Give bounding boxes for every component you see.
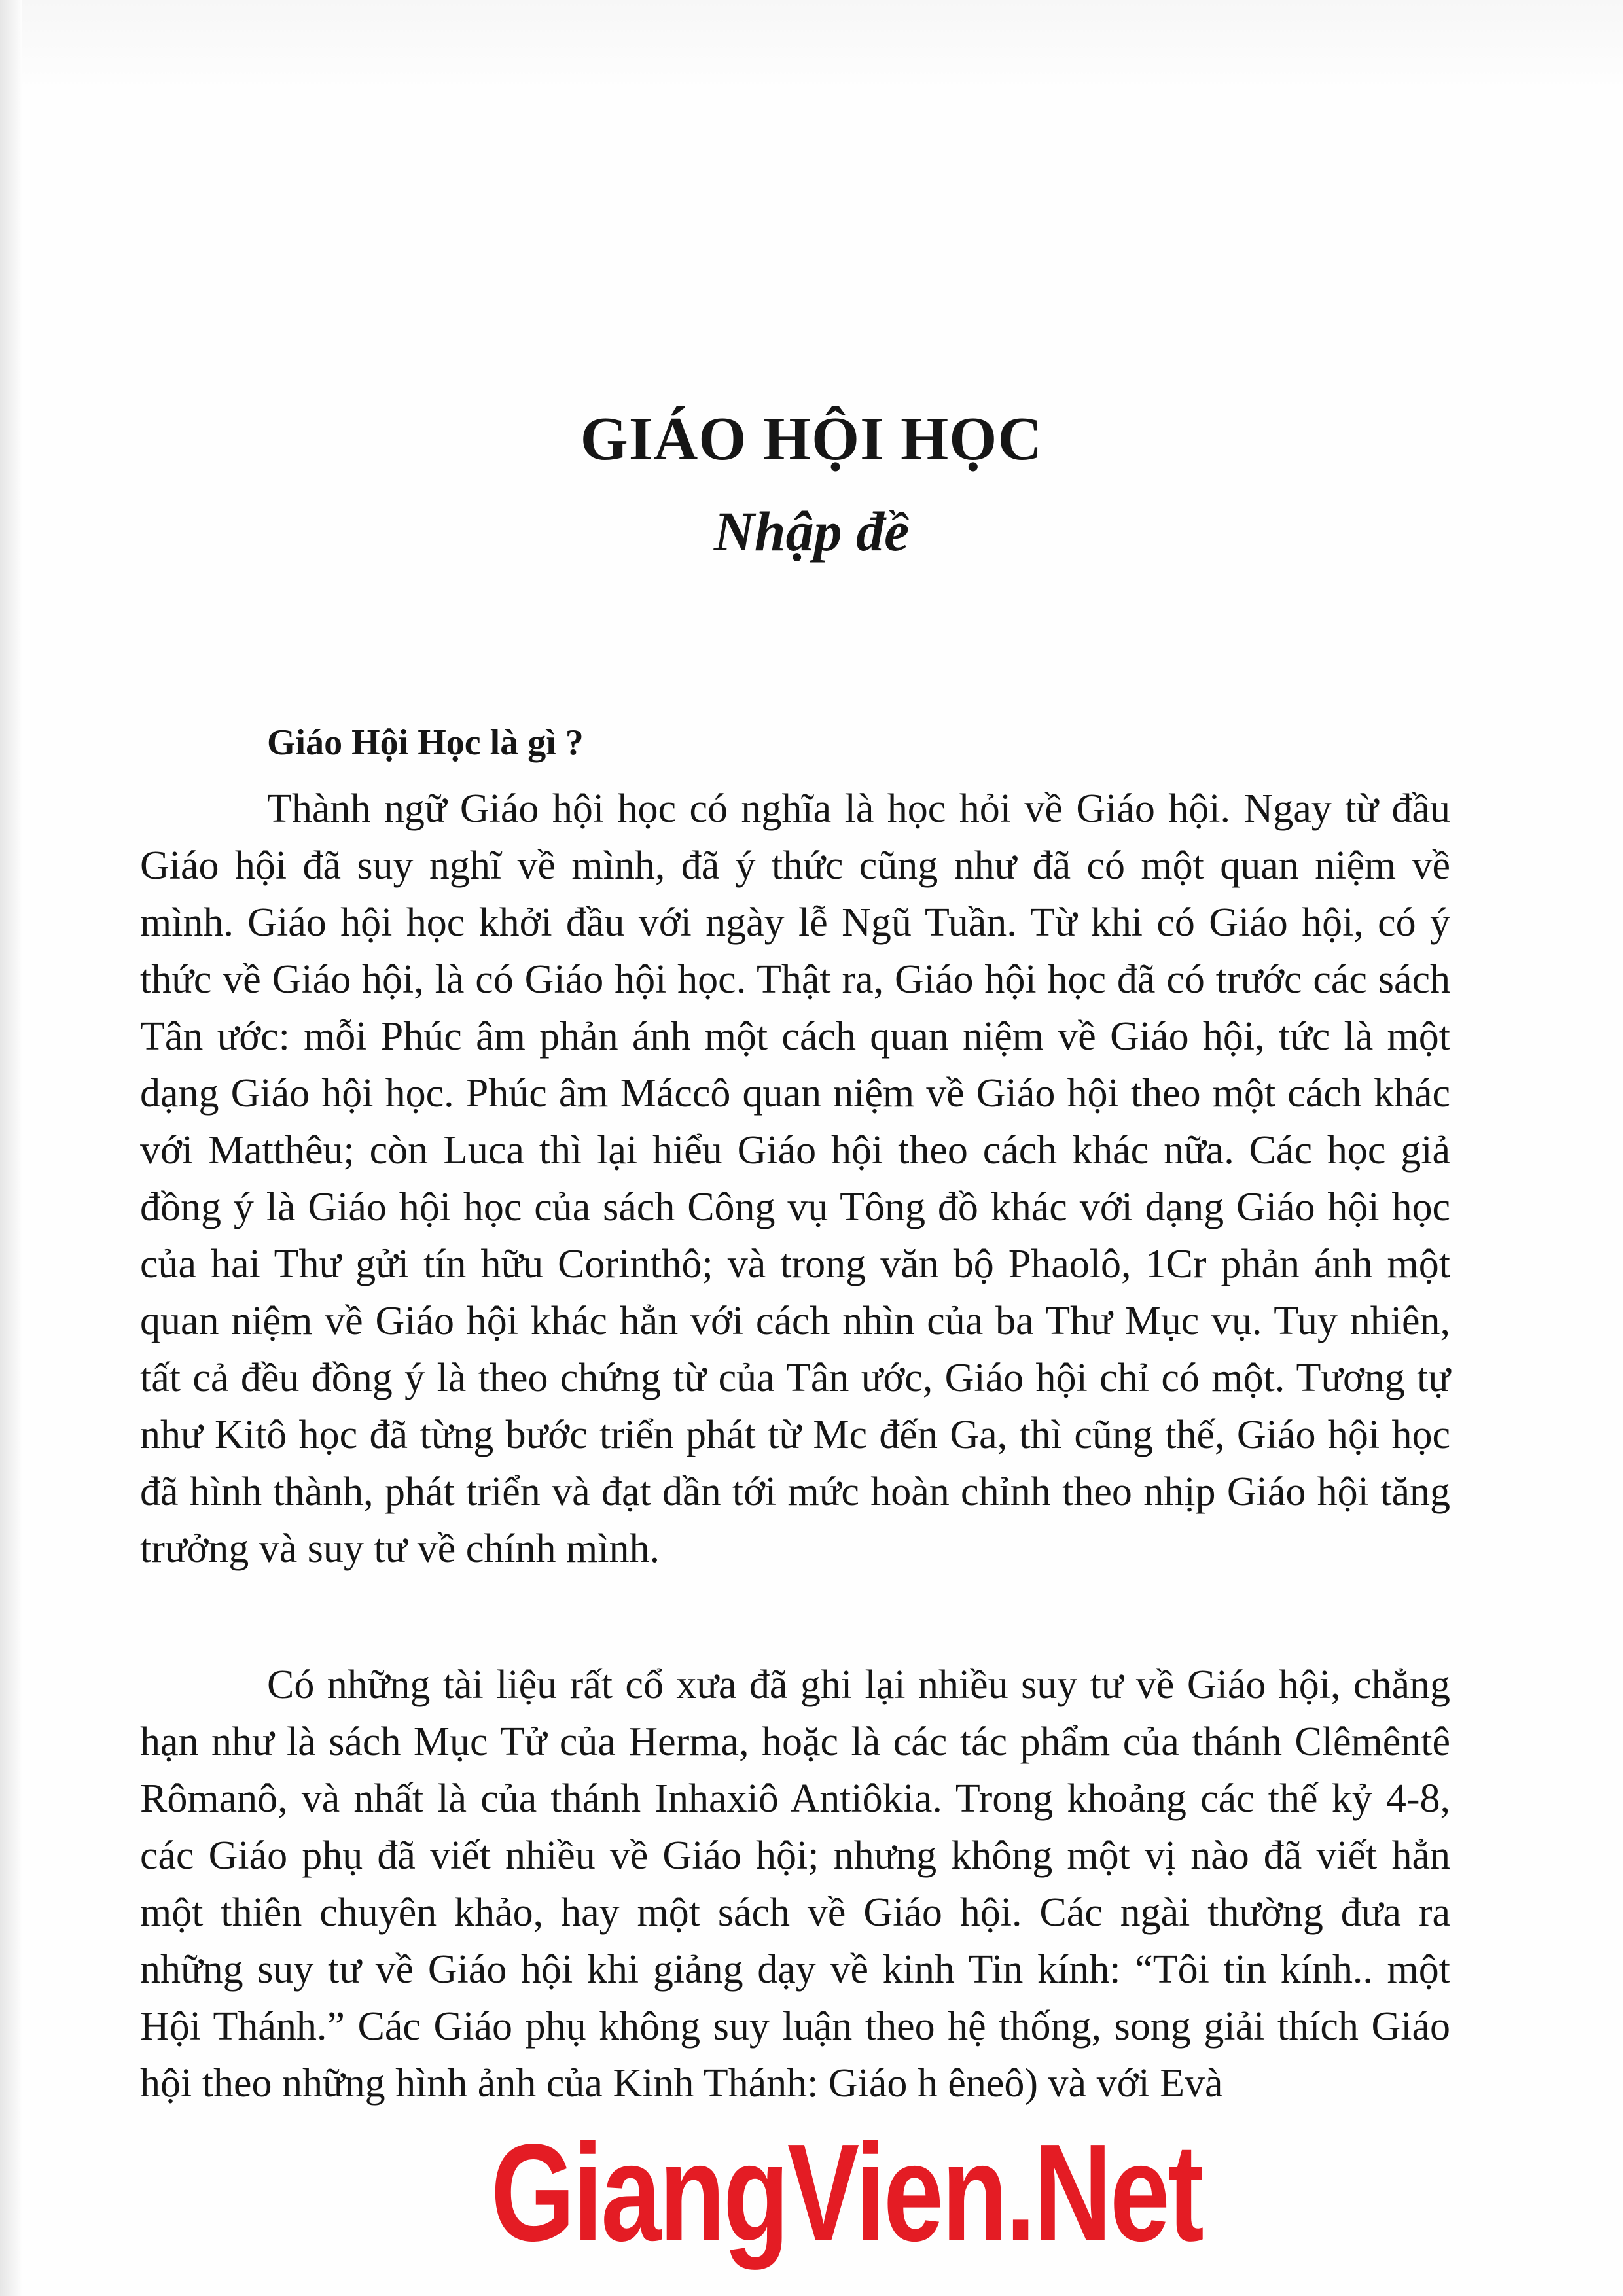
page-subtitle: Nhập đề [713,500,910,563]
body-paragraph-1: Thành ngữ Giáo hội học có nghĩa là học hỏi về Giáo hội. Ngay từ đầu Giáo hội đã suy nghĩ về mình, đã ý thức cũng như đã có một quan niệm về mình. Giáo hội học khởi đầu với ngày lễ Ngũ Tuần. Từ khi có Giáo hội, có ý thức về Giáo hội, là có Giáo hội học. Thật ra, Giáo hội học đã có trước các sách Tân ước: mỗi Phúc âm phản ánh một cách quan niệm về Giáo hội, tức là một dạng Giáo hội học. Phúc âm Máccô quan niệm về Giáo hội theo một cách khác với Matthêu; còn Luca thì lại hiểu Giáo hội theo cách khác nữa. Các học giả đồng ý là Giáo hội học của sách Công vụ Tông đồ khác với dạng Giáo hội học của hai Thư gửi tín hữu Corinthô; và trong văn bộ Phaolô, 1Cr phản ánh một quan niệm về Giáo hội khác hẳn với cách nhìn của ba Thư Mục vụ. Tuy nhiên, tất cả đều đồng ý là theo chứng từ của Tân ước, Giáo hội chỉ có một. Tương tự như Kitô học đã từng bước triển phát từ Mc đến Ga, thì cũng thế, Giáo hội học đã hình thành, phát triển và đạt dần tới mức hoàn chỉnh theo nhịp Giáo hội tăng trưởng và suy tư về chính mình. [140,786,1450,1571]
scan-shadow-left-edge [0,0,22,2296]
scan-shadow-top [0,0,1623,92]
watermark-logo: GiangVien.Net [491,2115,1202,2270]
page-title: GIÁO HỘI HỌC [580,405,1043,473]
section-heading: Giáo Hội Học là gì ? [267,722,584,763]
body-paragraph-2: Có những tài liệu rất cổ xưa đã ghi lại nhiều suy tư về Giáo hội, chẳng hạn như là sách Mục Tử của Herma, hoặc là các tác phẩm của thánh Clêmêntê Rômanô, và nhất là của thánh Inhaxiô Antiôkia. Trong khoảng các thế kỷ 4-8, các Giáo phụ đã viết nhiều về Giáo hội; nhưng không một vị nào đã viết hẳn một thiên chuyên khảo, hay một sách về Giáo hội. Các ngài thường đưa ra những suy tư về Giáo hội khi giảng dạy về kinh Tin kính: “Tôi tin kính.. một Hội Thánh.” Các Giáo phụ không suy luận theo hệ thống, song giải thích Giáo hội theo những hình ảnh của Kinh Thánh: Giáo h êneô) và với Evà [140,1663,1450,2106]
